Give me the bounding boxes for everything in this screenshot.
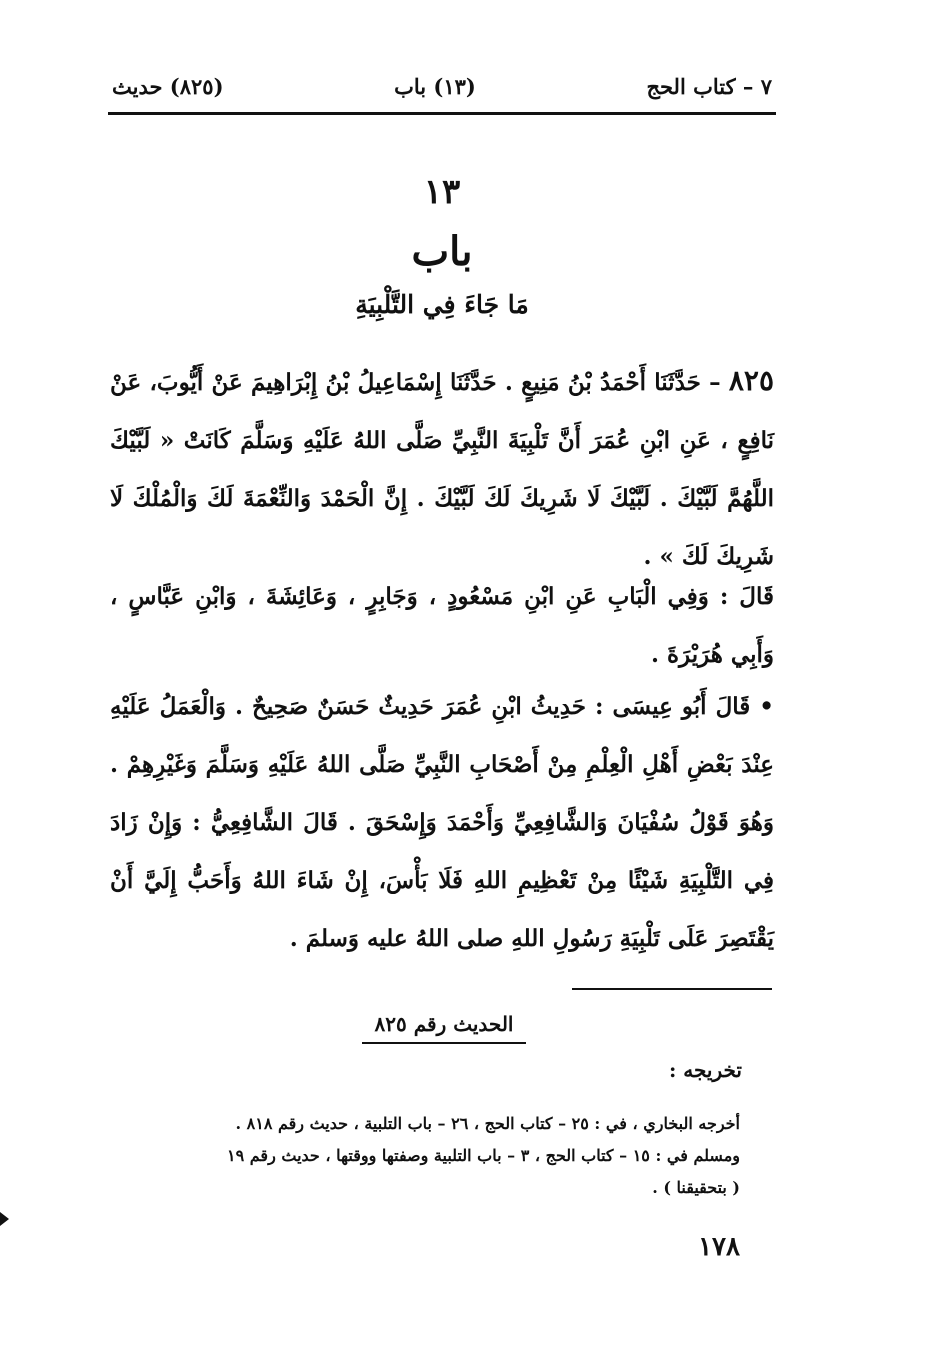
hadith-paragraph [110,352,774,586]
footnote-line: ومسلم في : ١٥ – كتاب الحج ، ٣ – باب التلبية وصفتها ووقتها ، حديث رقم ١٩ [227,1146,740,1165]
abu-isa-comment-paragraph: • قَالَ أَبُو عِيسَى : حَدِيثُ ابْنِ عُمَرَ حَدِيثٌ حَسَنٌ صَحِيحٌ . وَالْعَمَلُ عَلَيْهِ عِنْدَ بَعْضِ أَهْلِ الْعِلْمِ مِنْ أَصْحَابِ النَّبِيِّ صَلَّى اللهُ عَلَيْهِ وَسَلَّمَ وَغَيْرِهِمْ . وَهُوَ قَوْلُ سُفْيَانَ وَالشَّافِعِيِّ وَأَحْمَدَ وَإِسْحَقَ . قَالَ الشَّافِعِيُّ : وَإِنْ زَادَ فِي التَّلْبِيَةِ شَيْئًا مِنْ تَعْظِيمِ اللهِ فَلَا بَأْسَ، إِنْ شَاءَ اللهُ وَأَحَبُّ إِلَيَّ أَنْ يَقْتَصِرَ عَلَى تَلْبِيَةِ رَسُولِ اللهِ صلى اللهُ عليه وَسلمَ . [110,693,774,952]
header-chapter: (١٣) باب [394,73,476,99]
header-hadith-number: (٨٢٥) حديث [112,73,224,99]
header-rule [108,112,776,115]
footnote-title: الحديث رقم ٨٢٥ [362,1012,526,1044]
scan-edge-mark [0,1212,9,1226]
hadith-text: – حَدَّثَنَا أَحْمَدُ بْنُ مَنِيعٍ . حَدَّثَنَا إِسْمَاعِيلُ بْنُ إِبْرَاهِيمَ عَنْ أَيُّوبَ، عَنْ نَافِعٍ ، عَنِ ابْنِ عُمَرَ أَنَّ تَلْبِيَةَ النَّبِيِّ صَلَّى اللهُ عَلَيْهِ وَسَلَّمَ كَانَتْ « لَبَّيْكَ اللَّهُمَّ لَبَّيْكَ . لَبَّيْكَ لَا شَرِيكَ لَكَ لَبَّيْكَ . إِنَّ الْحَمْدَ وَالنِّعْمَةَ لَكَ وَالْمُلْكَ لَا شَرِيكَ لَكَ » . [110,369,774,570]
footnote-line: ( بتحقيقنا ) . [652,1178,740,1197]
takhrij-label: تخريجه : [668,1058,742,1082]
chapter-subtitle: مَا جَاءَ فِي التَّلْبِيَةِ [355,290,529,319]
running-header [112,66,772,106]
chapter-number: ١٣ [423,172,461,212]
chapter-title: باب [411,228,473,275]
footnote-separator [572,988,772,990]
footnote-line: أخرجه البخاري ، في : ٢٥ – كتاب الحج ، ٢٦ – باب التلبية ، حديث رقم ٨١٨ . [235,1114,740,1133]
page-number: ١٧٨ [698,1232,740,1262]
hadith-number: ٨٢٥ [728,364,775,397]
header-book-title: ٧ – كتاب الحج [646,73,772,99]
chapter-note-paragraph: قَالَ : وَفِي الْبَابِ عَنِ ابْنِ مَسْعُودٍ ، وَجَابِرٍ ، وَعَائِشَةَ ، وَابْنِ عَبَّاسٍ ، وَأَبِي هُرَيْرَةَ . [110,583,774,668]
